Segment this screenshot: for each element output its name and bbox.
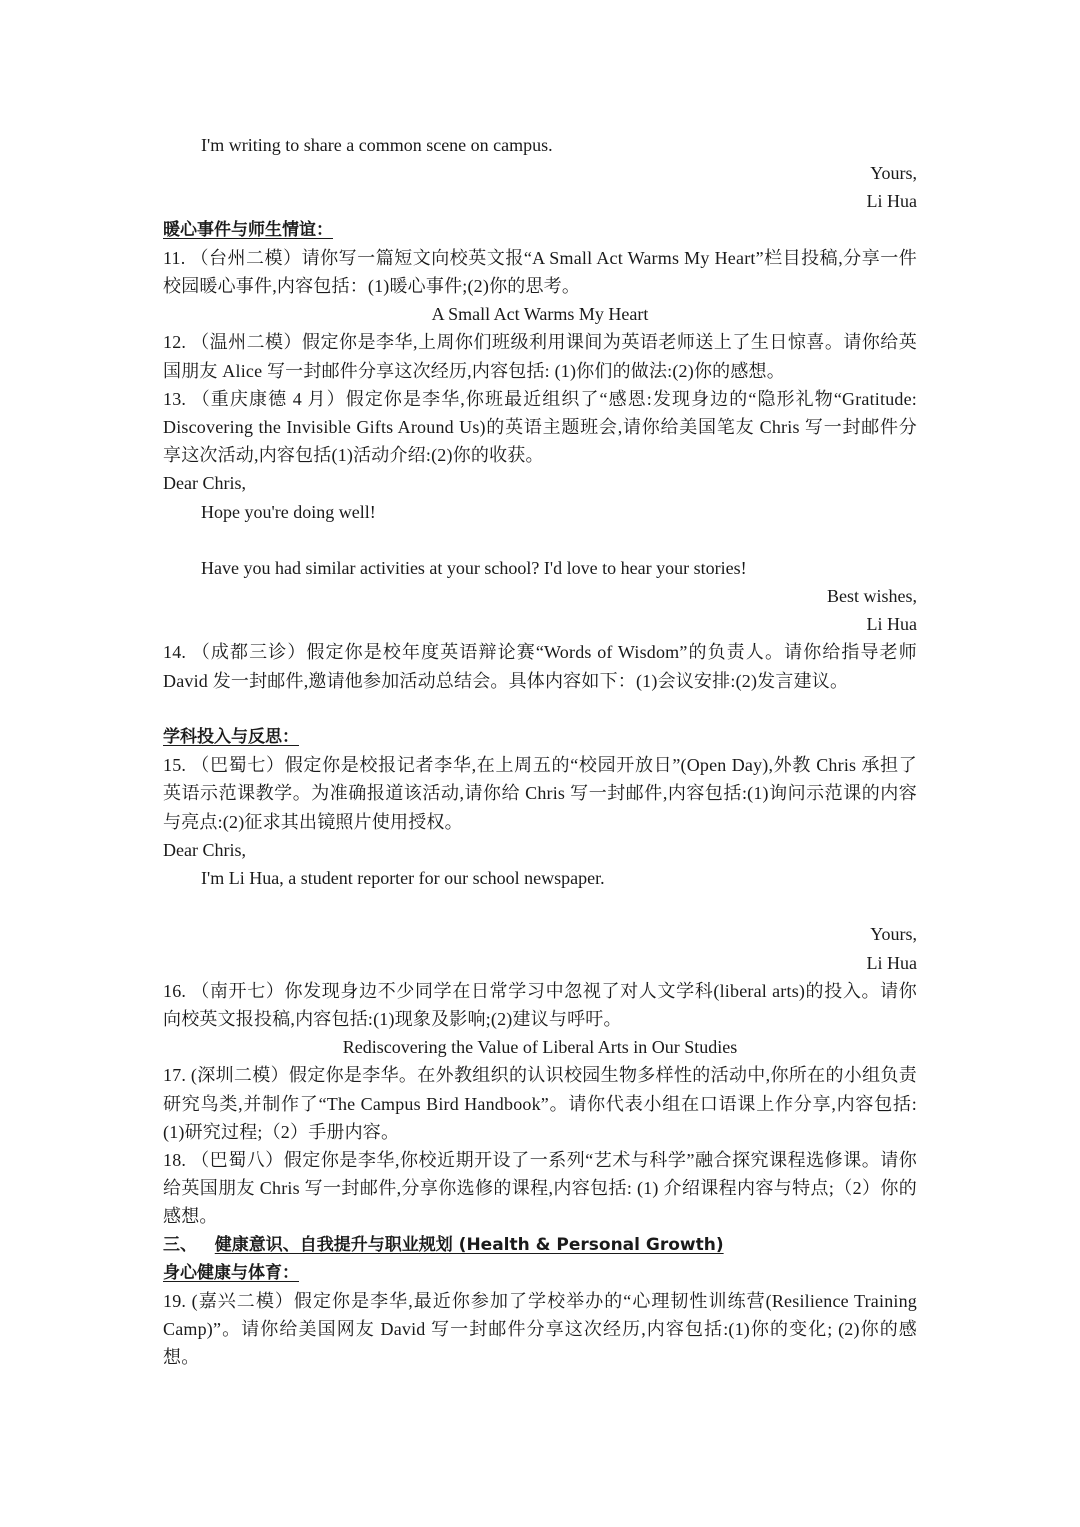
blank-line: [163, 526, 917, 554]
question-16: [163, 977, 917, 1033]
essay-title: A Small Act Warms My Heart: [431, 304, 649, 325]
section-heading-subject: 学科投入与反思：: [163, 727, 299, 748]
letter-line: Have you had similar activities at your school? I'd love to hear your stories!: [201, 557, 747, 578]
section-heading-warm-events: 暖心事件与师生情谊：: [163, 219, 333, 240]
essay-title: Rediscovering the Value of Liberal Arts in Our Studies: [342, 1037, 738, 1058]
question-text: 16. （南开七）你发现身边不少同学在日常学习中忽视了对人文学科(liberal arts)的投入。请你向校英文报投稿,内容包括:(1)现象及影响;(2)建议与呼吁。: [163, 980, 917, 1030]
question-text: 11. （台州二模）请你写一篇短文向校英文报“A Small Act Warms My Heart”栏目投稿,分享一件校园暖心事件,内容包括：(1)暖心事件;(2)你的思考。: [163, 247, 917, 296]
letter-signature: Li Hua: [866, 191, 917, 212]
question-14: [163, 638, 917, 694]
question-17: [163, 1061, 917, 1146]
letter-signature: Li Hua: [866, 952, 917, 973]
blank-line: [163, 892, 917, 920]
letter-closing: Best wishes,: [827, 586, 917, 607]
question-text: 15. （巴蜀七）假定你是校报记者李华,在上周五的“校园开放日”(Open Day),外教 Chris 承担了英语示范课教学。为准确报道该活动,请你给 Chris 写一封邮件,内容包括:(1)询问示范课的内容与亮点:(2)征求其出镜照片使用授权。: [163, 755, 917, 832]
question-text: 14. （成都三诊）假定你是校年度英语辩论赛“Words of Wisdom”的负责人。请你给指导老师 David 发一封邮件,邀请他参加活动总结会。具体内容如下：(1)会议安排:(2)发言建议。: [163, 642, 917, 691]
question-19: [163, 1287, 917, 1372]
section-heading-health: 身心健康与体育：: [163, 1262, 299, 1283]
letter-line: I'm Li Hua, a student reporter for our school newspaper.: [201, 868, 605, 889]
letter-line: Hope you're doing well!: [201, 501, 376, 522]
letter-closing: Yours,: [870, 924, 917, 945]
blank-line: [163, 695, 917, 723]
question-text: 12. （温州二模）假定你是李华,上周你们班级利用课间为英语老师送上了生日惊喜。请你给英国朋友 Alice 写一封邮件分享这次经历,内容包括: (1)你们的做法:(2)你的感想。: [163, 332, 917, 381]
document-page: [163, 131, 917, 1372]
question-12: [163, 328, 917, 384]
question-text: 19. (嘉兴二模）假定你是李华,最近你参加了学校举办的“心理韧性训练营(Resilience Training Camp)”。请你给美国网友 David 写一封邮件分享这次经历,内容包括:(1)你的变化; (2)你的感想。: [163, 1291, 917, 1368]
question-13: [163, 385, 917, 470]
question-text: 17. (深圳二模）假定你是李华。在外教组织的认识校园生物多样性的活动中,你所在的小组负责研究鸟类,并制作了“The Campus Bird Handbook”。请你代表小组在口语课上作分享,内容包括:(1)研究过程;（2）手册内容。: [163, 1065, 917, 1142]
letter-line: I'm writing to share a common scene on campus.: [201, 135, 553, 155]
part-number: 三、: [163, 1234, 197, 1255]
letter-closing: Yours,: [870, 163, 917, 184]
question-text: 18. （巴蜀八）假定你是李华,你校近期开设了一系列“艺术与科学”融合探究课程选修课。请你给英国朋友 Chris 写一封邮件,分享你选修的课程,内容包括: (1) 介绍课程内容与特点;（2）你的感想。: [163, 1150, 917, 1227]
letter-salutation: Dear Chris,: [163, 473, 246, 494]
part-title: 健康意识、自我提升与职业规划 (Health & Personal Growth): [214, 1234, 724, 1255]
question-15: [163, 751, 917, 836]
question-text: 13. （重庆康德 4 月）假定你是李华,你班最近组织了“感恩:发现身边的“隐形礼物“Gratitude: Discovering the Invisible Gifts Around Us)的英语主题班会,请你给美国笔友 Chris 写一封邮件分享这次活动,内容包括(1)活动介绍:(2)你的收获。: [163, 388, 917, 466]
question-11: [163, 244, 917, 300]
question-18: [163, 1146, 917, 1231]
part-three-heading: [163, 1231, 917, 1259]
letter-salutation: Dear Chris,: [163, 839, 246, 860]
letter-signature: Li Hua: [866, 614, 917, 635]
